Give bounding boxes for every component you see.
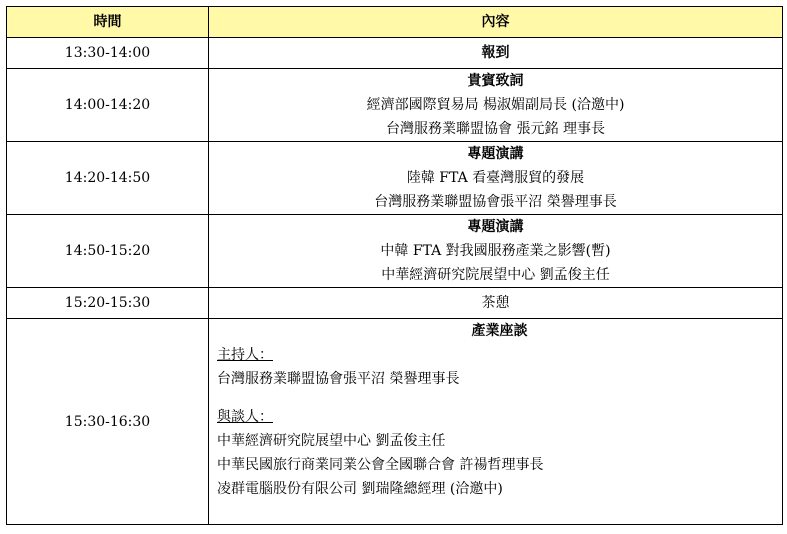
content-line: 台灣服務業聯盟協會張平沼 榮譽理事長 — [374, 194, 617, 210]
table-row — [7, 142, 783, 215]
time-cell: 14:20-14:50 — [7, 142, 209, 215]
content-line: 台灣服務業聯盟協會 張元銘 理事長 — [386, 121, 605, 137]
content-title: 專題演講 — [467, 219, 524, 235]
table-row — [7, 38, 783, 69]
time-cell: 15:30-16:30 — [7, 319, 209, 525]
content-line: 中華經濟研究院展望中心 劉孟俊主任 — [381, 267, 610, 283]
content-title: 貴賓致詞 — [467, 73, 524, 89]
content-title: 報到 — [209, 38, 783, 69]
panel-label: 與談人： — [217, 409, 273, 425]
agenda-table — [6, 6, 783, 525]
time-cell: 13:30-14:00 — [7, 38, 209, 69]
header-content: 內容 — [209, 7, 783, 38]
time-cell: 15:20-15:30 — [7, 288, 209, 319]
content-title: 茶憩 — [209, 288, 783, 319]
time-cell: 14:00-14:20 — [7, 69, 209, 142]
content-cell — [209, 142, 783, 215]
table-row — [7, 215, 783, 288]
content-line: 中韓 FTA 對我國服務產業之影響(暫) — [380, 243, 611, 259]
panel-line: 中華經濟研究院展望中心 劉孟俊主任 — [217, 433, 446, 449]
panel-line: 中華民國旅行商業同業公會全國聯合會 許禓哲理事長 — [217, 457, 544, 473]
content-title: 產業座談 — [471, 323, 528, 339]
host-label: 主持人： — [217, 347, 273, 363]
header-row — [7, 7, 783, 38]
table-row — [7, 69, 783, 142]
content-cell — [209, 215, 783, 288]
content-line: 陸韓 FTA 看臺灣服貿的發展 — [406, 170, 585, 186]
host-line: 台灣服務業聯盟協會張平沼 榮譽理事長 — [217, 371, 460, 387]
table-row — [7, 288, 783, 319]
content-cell — [209, 319, 783, 525]
time-cell: 14:50-15:20 — [7, 215, 209, 288]
content-cell — [209, 69, 783, 142]
spacer — [217, 391, 782, 405]
content-title: 專題演講 — [467, 146, 524, 162]
panel-line: 凌群電腦股份有限公司 劉瑞隆總經理 (洽邀中) — [217, 481, 503, 497]
content-line: 經濟部國際貿易局 楊淑媚副局長 (洽邀中) — [366, 97, 625, 113]
table-row — [7, 319, 783, 525]
header-time: 時間 — [7, 7, 209, 38]
